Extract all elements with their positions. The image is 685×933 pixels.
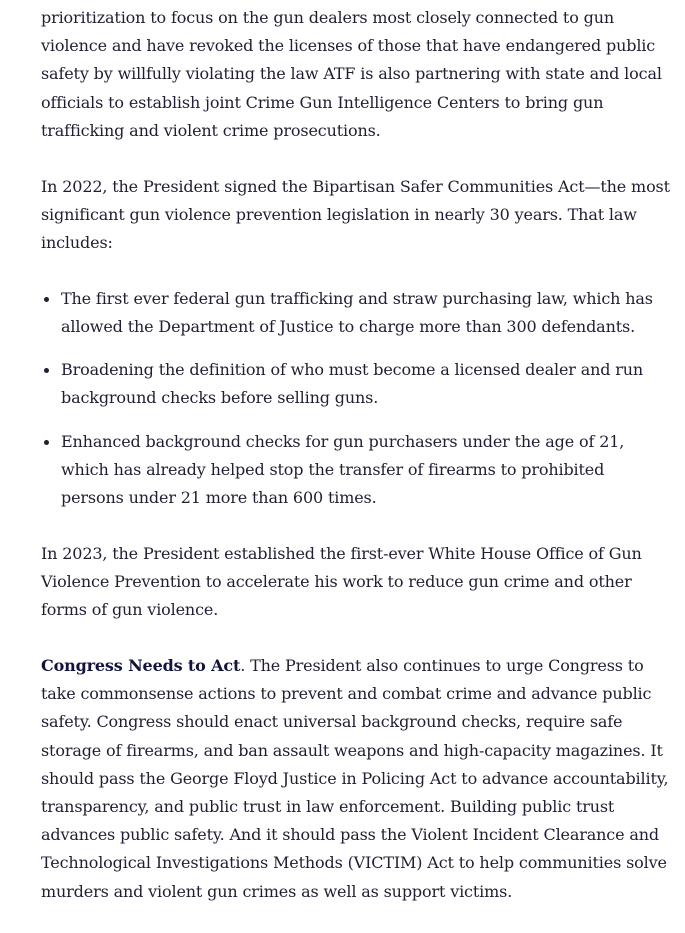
- bullet-icon: [44, 368, 49, 373]
- bullet-icon: [44, 440, 49, 445]
- paragraph-atf-enforcement: prioritization to focus on the gun dealers most closely connected to gun violence and have revoked the licenses of those that have endangered public safety by willfully violating the law ATF is also partnering with state and local officials to establish joint Crime Gun Intelligence Centers to bring gun trafficking and violent crime prosecutions.: [41, 8, 662, 140]
- congress-body: . The President also continues to urge Congress to take commonsense actions to prevent and combat crime and advance public safety. Congress should enact universal background checks, require safe storage of firearms, and ban assault weapons and high-capacity magazines. It should pass the George Floyd Justice in Policing Act to advance accountability, transparency, and public trust in law enforcement. Building public trust advances public safety. And it should pass the Violent Incident Clearance and Technological Investigations Methods (VICTIM) Act to help communities solve murders and violent gun crimes as well as support victims.: [41, 656, 669, 901]
- article-body: [41, 4, 671, 933]
- paragraph-congress: [41, 652, 671, 906]
- paragraph-bipartisan-act: In 2022, the President signed the Bipartisan Safer Communities Act—the most significant gun violence prevention legislation in nearly 30 years. That law includes:: [41, 176, 670, 253]
- paragraph-office-gun-violence: In 2023, the President established the first-ever White House Office of Gun Violence Prevention to accelerate his work to reduce gun crime and other forms of gun violence.: [41, 543, 642, 620]
- law-provisions-list: [41, 285, 671, 512]
- congress-heading: Congress Needs to Act: [41, 656, 241, 676]
- list-item: [61, 428, 671, 513]
- list-item-text: The first ever federal gun trafficking and straw purchasing law, which has allowed the Department of Justice to charge more than 300 defendants.: [61, 288, 653, 337]
- bullet-icon: [44, 297, 49, 302]
- list-item: [61, 356, 671, 412]
- list-item: [61, 285, 671, 341]
- list-item-text: Enhanced background checks for gun purchasers under the age of 21, which has already helped stop the transfer of firearms to prohibited persons under 21 more than 600 times.: [61, 431, 625, 508]
- list-item-text: Broadening the definition of who must become a licensed dealer and run background checks before selling guns.: [61, 360, 644, 408]
